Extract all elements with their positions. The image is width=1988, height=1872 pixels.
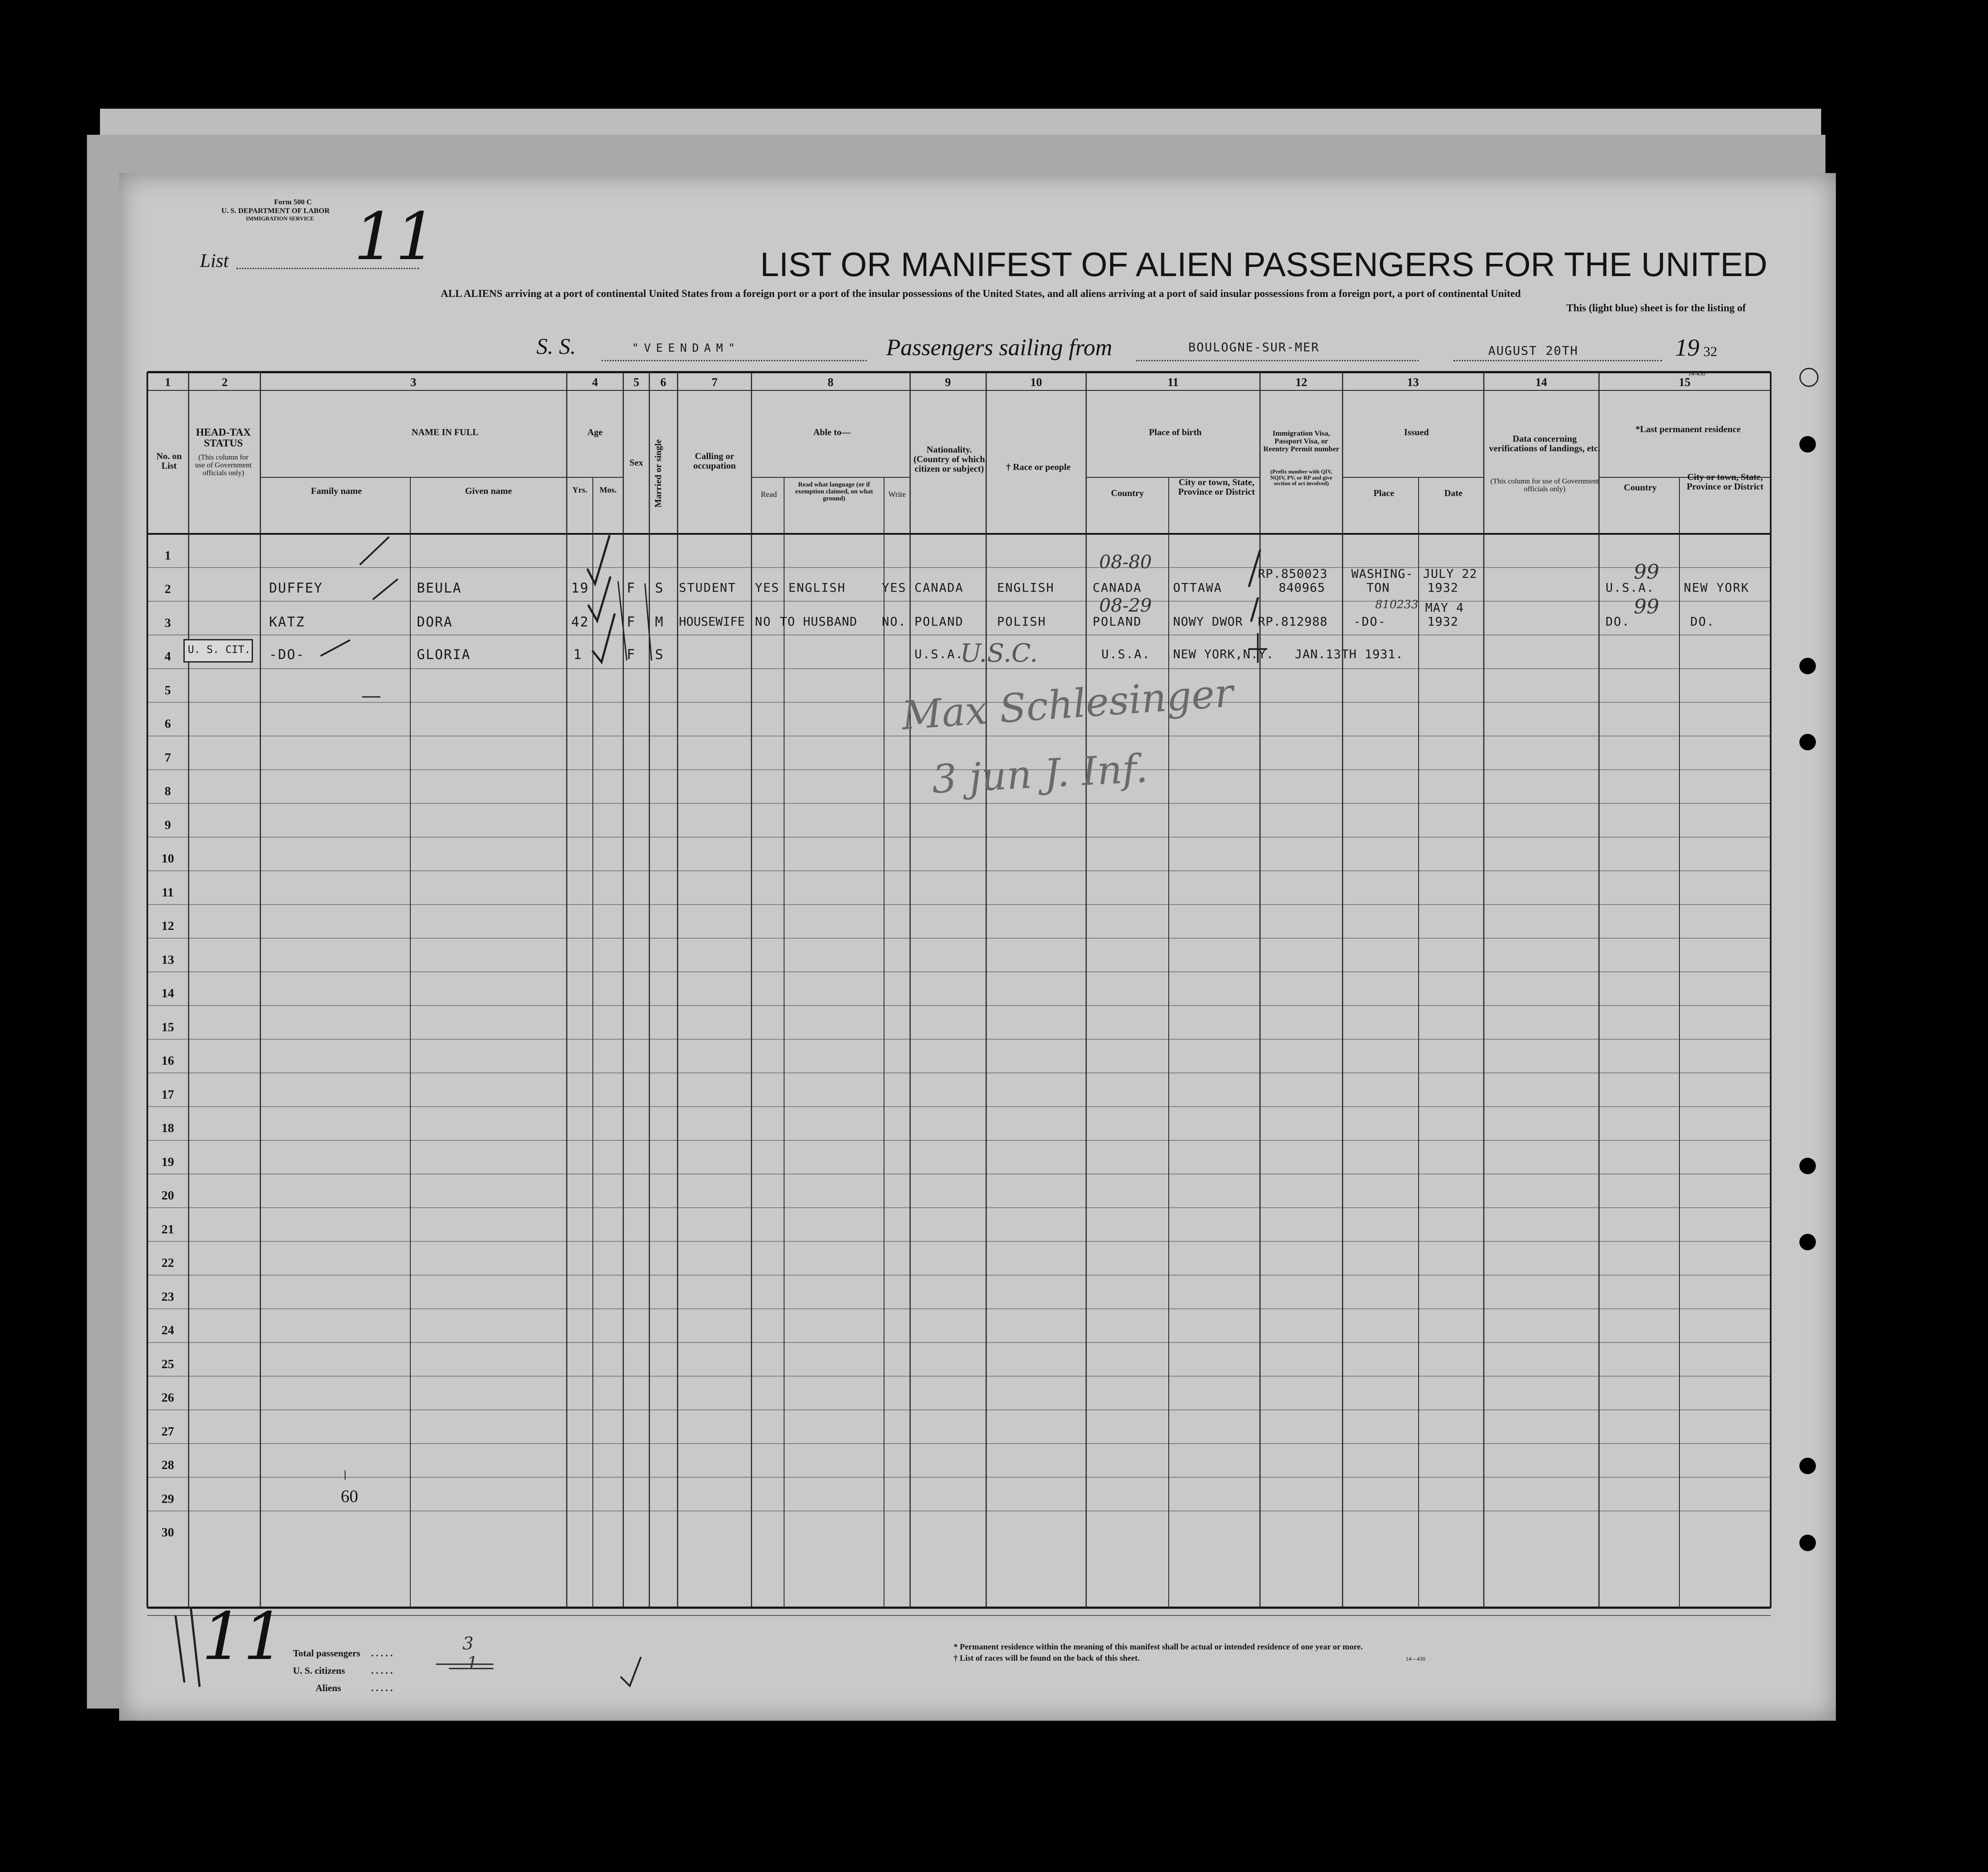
manifest-sheet (119, 173, 1836, 1721)
punch-hole (1799, 1234, 1816, 1250)
punch-hole (1799, 1458, 1816, 1474)
header-given-name: Given name (465, 486, 512, 496)
total-underline (436, 1664, 493, 1669)
entry-2-res-country: DO. (1606, 614, 1630, 629)
row-number: 7 (164, 750, 171, 765)
header-issued-place: Place (1373, 488, 1394, 498)
header-no-on-list: No. on List (156, 451, 182, 471)
entry-2-issued-date: MAY 4 (1425, 600, 1464, 615)
entry-1-issued-place2: TON (1366, 580, 1390, 595)
entry-2-res-city: DO. (1690, 614, 1715, 629)
form-number: Form 500 C (274, 198, 312, 206)
entry-2-write: NO. (882, 614, 907, 629)
row-number: 27 (161, 1424, 174, 1439)
entry-1-issued-date: JULY 22 (1423, 566, 1478, 581)
entry-2-age: 42 (571, 614, 589, 630)
entry-1-family: DUFFEY (269, 580, 323, 596)
total-passengers-value: 3 (462, 1634, 474, 1654)
header-sex: Sex (629, 457, 643, 468)
entry-3-birth-city: NEW YORK,N.Y. (1173, 647, 1274, 661)
row-number: 23 (161, 1289, 174, 1304)
entry-1-sex: F (627, 580, 636, 596)
entry-3-nationality: U.S.A. (914, 647, 964, 661)
entry-1-race: ENGLISH (997, 580, 1055, 595)
row-number: 17 (161, 1087, 174, 1102)
row-number: 30 (161, 1526, 174, 1539)
header-place-of-birth: Place of birth (1149, 427, 1202, 437)
port-name: BOULOGNE-SUR-MER (1188, 340, 1320, 354)
check-mark (621, 1658, 641, 1686)
row-number: 28 (161, 1458, 174, 1472)
entry-2-occupation: HOUSEWIFE (679, 614, 745, 629)
us-citizens-label: U. S. citizens (293, 1665, 345, 1676)
punch-hole (1799, 734, 1816, 750)
entry-2-visa: RP.812988 (1258, 614, 1328, 629)
column-number: 5 (633, 376, 639, 389)
annotation-visa-extra: 810233 (1375, 598, 1419, 611)
column-number: 2 (222, 376, 228, 389)
header-calling: Calling or occupation (693, 451, 736, 471)
column-number: 11 (1167, 376, 1179, 389)
row-number: 26 (161, 1391, 174, 1405)
entry-1-birth-city: OTTAWA (1173, 580, 1223, 595)
entry-2-given: DORA (417, 614, 453, 630)
footnote-2: † List of races will be found on the back of this sheet. (954, 1654, 1140, 1663)
header-read: Read (761, 490, 777, 499)
row-number: 21 (161, 1222, 174, 1236)
header-able-to: Able to— (813, 427, 851, 437)
check-mark (645, 584, 652, 660)
row-number: 12 (161, 919, 174, 933)
entry-2-status: M (655, 614, 664, 630)
year-prefix: 19 (1675, 334, 1699, 361)
list-label: List (200, 250, 229, 271)
aliens-label: Aliens (316, 1682, 341, 1693)
row-number: 24 (161, 1323, 174, 1337)
header-last-residence: *Last permanent residence (1635, 424, 1741, 434)
row-number: 1 (164, 548, 171, 563)
entry-2-birth-country: POLAND (1093, 614, 1142, 629)
check-mark (618, 582, 627, 660)
header-data-note: (This column for use of Government officials only) (1490, 477, 1599, 493)
header-read-language: Read what language (or if exemption claimed, on what ground) (795, 481, 873, 502)
annotation-usc: U.S.C. (960, 638, 1038, 668)
entry-1-age: 19 (571, 580, 589, 596)
punch-hole (1799, 658, 1816, 674)
punch-hole (1799, 1158, 1816, 1174)
entry-1-language: ENGLISH (788, 580, 846, 595)
tick-mark (360, 537, 389, 564)
year-suffix: 32 (1703, 343, 1717, 359)
aliens-dots: . . . . . (371, 1682, 393, 1693)
table-grid (119, 173, 1836, 1721)
entry-1-read: YES (755, 580, 780, 595)
entry-1-res-country: U.S.A. (1606, 580, 1655, 595)
entry-1-issued-year: 1932 (1427, 580, 1459, 595)
header-birth-city: City or town, State, Province or District (1178, 477, 1255, 497)
column-number: 6 (660, 376, 666, 389)
row-number: 9 (164, 818, 171, 832)
header-nationality: Nationality. (Country of which citizen or subject) (913, 444, 985, 474)
entry-1-issued-place: WASHING- (1351, 566, 1413, 581)
entry-1-birth-country: CANADA (1093, 580, 1142, 595)
total-passengers-label: Total passengers (293, 1648, 361, 1659)
entry-1-nationality: CANADA (914, 580, 964, 595)
header-yrs: Yrs. (572, 486, 588, 495)
punch-hole (1799, 436, 1816, 453)
column-number: 8 (828, 376, 834, 389)
tick-mark (373, 580, 397, 599)
header-write: Write (888, 490, 906, 499)
signature-line-1: Max Schlesinger (900, 670, 1235, 739)
header-mos: Mos. (599, 486, 617, 495)
row-number: 18 (161, 1121, 174, 1135)
row-number: 3 (164, 616, 171, 630)
header-married: Married or single (652, 439, 663, 508)
date-line (1453, 360, 1662, 361)
form-subtitle-2: This (light blue) sheet is for the listing of (1566, 303, 1746, 314)
row-number: 4 (164, 650, 171, 663)
entry-2-race: POLISH (997, 614, 1047, 629)
head-tax-stamp-text: U. S. CIT. (188, 643, 251, 656)
entry-2-nationality: POLAND (914, 614, 964, 629)
header-issued: Issued (1404, 427, 1429, 437)
header-head-tax: HEAD-TAX STATUS (196, 427, 251, 450)
header-birth-country: Country (1111, 488, 1144, 498)
entry-3-age: 1 (573, 647, 582, 663)
entry-3-status: S (655, 647, 664, 663)
annotation-res-code2: 99 (1634, 595, 1659, 618)
form-title: LIST OR MANIFEST OF ALIEN PASSENGERS FOR THE UNITED (760, 245, 1768, 283)
column-number: 13 (1407, 376, 1419, 389)
row-number: 15 (161, 1020, 174, 1034)
total-passengers-dots: . . . . . (371, 1648, 393, 1659)
entry-3-given: GLORIA (417, 647, 471, 663)
entry-2-read: NO (755, 614, 771, 629)
entry-1-res-city: NEW YORK (1684, 580, 1749, 595)
entry-2-sex: F (627, 614, 636, 630)
row-number: 20 (161, 1189, 174, 1202)
column-number: 15 (1679, 376, 1691, 389)
entry-1-visa2: 840965 (1279, 580, 1326, 595)
row-number: 13 (161, 953, 174, 967)
us-citizens-value: 1 (467, 1653, 478, 1673)
check-mark (588, 536, 609, 584)
ship-line (602, 360, 867, 361)
list-number: 11 (354, 199, 437, 275)
check-mark (593, 614, 615, 662)
annotation-bottom-mark: 11 (202, 1599, 285, 1675)
entry-1-status: S (655, 580, 664, 596)
entry-2-family: KATZ (269, 614, 305, 630)
annotation-code-row1: 08-80 (1099, 551, 1152, 573)
row-number: 5 (164, 683, 171, 697)
entry-3-birth-date: JAN.13TH 1931. (1295, 647, 1404, 661)
column-number: 1 (165, 376, 171, 389)
annotation-code-row2: 08-29 (1099, 595, 1152, 616)
check-mark (588, 577, 610, 621)
signature-line-2: 3 jun J. Inf. (931, 746, 1149, 803)
entry-3-birth-country: U.S.A. (1101, 647, 1151, 661)
row-number: 10 (161, 852, 174, 866)
corner-code: 14-430 (1688, 371, 1705, 377)
column-number: 12 (1295, 376, 1307, 389)
footnote-1: * Permanent residence within the meaning of this manifest shall be actual or intended residence of one year or more. (954, 1642, 1363, 1652)
sailing-date: AUGUST 20TH (1488, 343, 1579, 358)
column-number: 14 (1535, 376, 1547, 389)
header-race: † Race or people (1006, 462, 1071, 472)
sailing-label: Passengers sailing from (886, 334, 1113, 360)
row-number: 29 (161, 1492, 174, 1506)
row-number: 2 (164, 582, 171, 596)
entry-2-language: TO HUSBAND (780, 614, 858, 629)
annotation-res-code1: 99 (1634, 560, 1659, 583)
row-number: 8 (164, 784, 171, 798)
entry-1-occupation: STUDENT (679, 580, 737, 595)
entry-3-family: -DO- (269, 647, 305, 663)
entry-3-sex: F (627, 647, 636, 663)
form-subtitle: ALL ALIENS arriving at a port of continental United States from a foreign port or a port of the insular possessions of the United States, and all aliens arriving at a port of said insular possessions from a foreign port, a port of continental United (441, 288, 1521, 300)
entry-2-issued-place: -DO- (1353, 614, 1386, 629)
column-number: 3 (410, 376, 416, 389)
column-number: 4 (592, 376, 598, 389)
entry-1-write: YES (882, 580, 907, 595)
row-number: 25 (161, 1357, 174, 1371)
column-number: 10 (1030, 376, 1042, 389)
row-number: 6 (164, 717, 171, 731)
header-issued-date: Date (1444, 488, 1463, 498)
row-number: 22 (161, 1256, 174, 1270)
header-age: Age (587, 427, 603, 437)
entry-2-birth-city: NOWY DWOR (1173, 614, 1243, 629)
margin-mark (176, 1608, 199, 1686)
ss-label: S. S. (536, 334, 576, 359)
header-family-name: Family name (311, 486, 362, 496)
header-res-country: Country (1624, 482, 1657, 493)
department-name: U. S. DEPARTMENT OF LABOR (221, 207, 330, 215)
tick-mark (321, 640, 349, 656)
footnote-code: 14—430 (1406, 1655, 1426, 1662)
header-data-concerning: Data concerning verifications of landings, etc. (1489, 433, 1601, 454)
header-visa-note: (Prefix number with QIV, NQIV, PV, or RP and give section of act involved) (1270, 468, 1333, 487)
check-mark (1251, 598, 1258, 621)
entry-2-issued-year: 1932 (1427, 614, 1459, 629)
us-citizens-dots: . . . . . (371, 1665, 393, 1676)
column-number: 7 (711, 376, 718, 389)
ship-name: "VEENDAM" (632, 342, 740, 355)
row-number: 14 (161, 986, 174, 1000)
header-head-tax-note: (This column for use of Government officials only) (195, 453, 252, 477)
port-line (1136, 360, 1419, 361)
annotation-page-note: 60 (341, 1486, 358, 1506)
entry-1-given: BEULA (417, 580, 462, 596)
service-name: IMMIGRATION SERVICE (246, 215, 314, 222)
punch-hole (1799, 1535, 1816, 1551)
row-number: 11 (162, 885, 174, 899)
row-number: 19 (161, 1155, 174, 1169)
punch-hole (1799, 368, 1818, 387)
header-visa: Immigration Visa, Passport Visa, or Reentry Permit number (1263, 429, 1340, 453)
header-name-in-full: NAME IN FULL (411, 427, 479, 437)
header-res-city: City or town, State, Province or District (1686, 472, 1764, 492)
column-number: 9 (945, 376, 951, 389)
row-number: 16 (161, 1054, 174, 1068)
entry-1-visa: RP.850023 (1258, 566, 1328, 581)
